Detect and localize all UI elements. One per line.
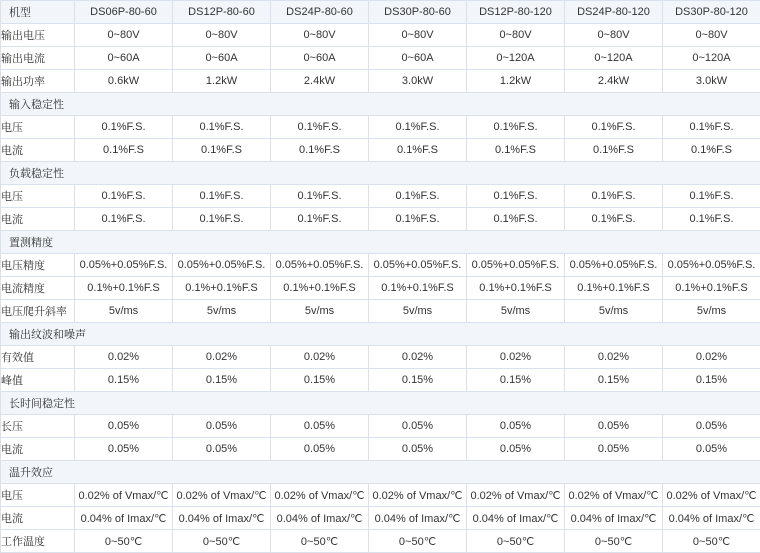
table-cell: 0.15%	[271, 369, 369, 392]
table-cell: 0~120A	[663, 47, 760, 70]
header-cell-model-5: DS12P-80-120	[467, 1, 565, 24]
row-label: 电压爬升斜率	[1, 300, 75, 323]
table-cell: 0.05%+0.05%F.S.	[565, 254, 663, 277]
header-cell-model: 机型	[1, 1, 75, 24]
row-label: 工作温度	[1, 530, 75, 553]
table-cell: 0.15%	[75, 369, 173, 392]
table-cell: 0~80V	[173, 24, 271, 47]
table-row	[1, 47, 760, 70]
table-cell: 0~120A	[565, 47, 663, 70]
table-cell: 0.1%F.S.	[75, 116, 173, 139]
table-row	[1, 254, 760, 277]
table-cell: 0.1%F.S.	[565, 116, 663, 139]
table-cell: 0.1%F.S.	[75, 208, 173, 231]
table-cell: 0.05%+0.05%F.S.	[467, 254, 565, 277]
table-cell: 5v/ms	[173, 300, 271, 323]
row-label: 电压	[1, 116, 75, 139]
table-cell: 0.1%F.S	[369, 139, 467, 162]
table-row	[1, 369, 760, 392]
table-row	[1, 415, 760, 438]
table-row	[1, 300, 760, 323]
table-cell: 0~80V	[75, 24, 173, 47]
table-cell: 0.1%F.S	[663, 139, 760, 162]
table-cell: 0~60A	[75, 47, 173, 70]
table-cell: 0~80V	[565, 24, 663, 47]
section-title: 长时间稳定性	[1, 392, 760, 415]
section-row	[1, 162, 760, 185]
table-header	[1, 1, 760, 24]
table-cell: 0.1%+0.1%F.S	[75, 277, 173, 300]
table-cell: 0.15%	[467, 369, 565, 392]
table-cell: 0.04% of Imax/℃	[173, 507, 271, 530]
table-row	[1, 185, 760, 208]
header-cell-model-1: DS06P-80-60	[75, 1, 173, 24]
table-cell: 0.05%	[369, 415, 467, 438]
table-cell: 0.04% of Imax/℃	[663, 507, 760, 530]
table-cell: 0.15%	[173, 369, 271, 392]
table-row	[1, 346, 760, 369]
table-cell: 3.0kW	[369, 70, 467, 93]
header-cell-model-2: DS12P-80-60	[173, 1, 271, 24]
table-cell: 0.1%F.S.	[271, 116, 369, 139]
table-cell: 3.0kW	[663, 70, 760, 93]
table-cell: 0.1%F.S	[173, 139, 271, 162]
table-cell: 5v/ms	[369, 300, 467, 323]
table-row	[1, 530, 760, 553]
table-cell: 0.02%	[271, 346, 369, 369]
table-cell: 0.04% of Imax/℃	[75, 507, 173, 530]
table-cell: 0.04% of Imax/℃	[565, 507, 663, 530]
table-cell: 0.1%F.S.	[75, 185, 173, 208]
row-label: 电压	[1, 185, 75, 208]
row-label: 长压	[1, 415, 75, 438]
table-cell: 0.05%	[173, 415, 271, 438]
table-cell: 0.1%F.S	[271, 139, 369, 162]
table-cell: 0.1%F.S.	[369, 185, 467, 208]
table-cell: 0.1%F.S	[467, 139, 565, 162]
row-label: 峰值	[1, 369, 75, 392]
table-cell: 0.1%+0.1%F.S	[369, 277, 467, 300]
table-cell: 0.1%F.S.	[173, 208, 271, 231]
table-cell: 0.1%F.S.	[565, 185, 663, 208]
table-cell: 0.02% of Vmax/℃	[369, 484, 467, 507]
table-cell: 0.1%+0.1%F.S	[271, 277, 369, 300]
section-title: 温升效应	[1, 461, 760, 484]
table-cell: 0.1%F.S.	[369, 116, 467, 139]
table-cell: 0.05%	[467, 415, 565, 438]
table-cell: 0.1%F.S.	[663, 185, 760, 208]
table-cell: 0~80V	[663, 24, 760, 47]
row-label: 输出功率	[1, 70, 75, 93]
table-cell: 0.05%+0.05%F.S.	[369, 254, 467, 277]
table-cell: 0.02%	[75, 346, 173, 369]
row-label: 电流	[1, 438, 75, 461]
table-cell: 0.1%F.S.	[271, 208, 369, 231]
section-row	[1, 231, 760, 254]
section-row	[1, 461, 760, 484]
table-cell: 0.05%	[75, 415, 173, 438]
table-cell: 5v/ms	[663, 300, 760, 323]
table-cell: 0.15%	[565, 369, 663, 392]
table-row	[1, 24, 760, 47]
section-row	[1, 93, 760, 116]
table-cell: 0.1%F.S.	[663, 208, 760, 231]
table-cell: 0~80V	[467, 24, 565, 47]
row-label: 电流精度	[1, 277, 75, 300]
table-cell: 0.02% of Vmax/℃	[173, 484, 271, 507]
table-cell: 0.1%+0.1%F.S	[663, 277, 760, 300]
row-label: 输出电流	[1, 47, 75, 70]
table-cell: 0.1%+0.1%F.S	[565, 277, 663, 300]
table-cell: 0.02% of Vmax/℃	[75, 484, 173, 507]
table-cell: 0.1%+0.1%F.S	[173, 277, 271, 300]
table-cell: 0.1%F.S.	[271, 185, 369, 208]
table-cell: 0.02% of Vmax/℃	[663, 484, 760, 507]
table-cell: 0.1%F.S.	[467, 185, 565, 208]
row-label: 电流	[1, 139, 75, 162]
table-row	[1, 507, 760, 530]
table-cell: 0~60A	[271, 47, 369, 70]
table-cell: 5v/ms	[565, 300, 663, 323]
table-cell: 0.05%	[565, 415, 663, 438]
table-cell: 0.1%F.S.	[173, 116, 271, 139]
table-cell: 0~50℃	[663, 530, 760, 553]
table-cell: 0.02%	[173, 346, 271, 369]
section-title: 输入稳定性	[1, 93, 760, 116]
table-cell: 0~80V	[271, 24, 369, 47]
table-cell: 0.05%	[663, 415, 760, 438]
table-cell: 0.05%+0.05%F.S.	[663, 254, 760, 277]
table-cell: 0.1%F.S.	[467, 116, 565, 139]
row-label: 电流	[1, 507, 75, 530]
table-row	[1, 139, 760, 162]
table-cell: 0.1%F.S.	[663, 116, 760, 139]
section-row	[1, 323, 760, 346]
table-cell: 0~80V	[369, 24, 467, 47]
row-label: 电流	[1, 208, 75, 231]
table-cell: 0.05%	[467, 438, 565, 461]
table-cell: 0.05%	[565, 438, 663, 461]
table-cell: 0~50℃	[467, 530, 565, 553]
table-cell: 0.15%	[663, 369, 760, 392]
table-cell: 0.1%F.S.	[565, 208, 663, 231]
table-cell: 0.1%F.S.	[467, 208, 565, 231]
table-cell: 0.04% of Imax/℃	[467, 507, 565, 530]
table-cell: 0.02%	[369, 346, 467, 369]
table-cell: 0.04% of Imax/℃	[369, 507, 467, 530]
table-cell: 0.05%	[271, 438, 369, 461]
table-cell: 0.1%F.S	[565, 139, 663, 162]
table-cell: 0.02%	[663, 346, 760, 369]
table-cell: 0~50℃	[271, 530, 369, 553]
table-cell: 0.6kW	[75, 70, 173, 93]
section-title: 置测精度	[1, 231, 760, 254]
header-cell-model-7: DS30P-80-120	[663, 1, 760, 24]
table-cell: 5v/ms	[271, 300, 369, 323]
table-cell: 1.2kW	[173, 70, 271, 93]
table-cell: 0.02% of Vmax/℃	[271, 484, 369, 507]
table-cell: 0.02%	[565, 346, 663, 369]
table-cell: 0.05%	[173, 438, 271, 461]
row-label: 电压精度	[1, 254, 75, 277]
section-title: 负载稳定性	[1, 162, 760, 185]
table-cell: 0.02%	[467, 346, 565, 369]
table-cell: 2.4kW	[565, 70, 663, 93]
table-cell: 0.02% of Vmax/℃	[467, 484, 565, 507]
row-label: 输出电压	[1, 24, 75, 47]
row-label: 有效值	[1, 346, 75, 369]
row-label: 电压	[1, 484, 75, 507]
table-cell: 5v/ms	[75, 300, 173, 323]
table-cell: 0~50℃	[75, 530, 173, 553]
table-body	[1, 24, 760, 553]
table-cell: 0.1%F.S	[75, 139, 173, 162]
table-cell: 0.15%	[369, 369, 467, 392]
header-cell-model-4: DS30P-80-60	[369, 1, 467, 24]
table-cell: 0.05%+0.05%F.S.	[173, 254, 271, 277]
table-cell: 2.4kW	[271, 70, 369, 93]
header-row	[1, 1, 760, 24]
table-cell: 0~50℃	[565, 530, 663, 553]
table-cell: 0.05%+0.05%F.S.	[271, 254, 369, 277]
table-row	[1, 208, 760, 231]
table-cell: 0.05%	[75, 438, 173, 461]
table-cell: 0~50℃	[173, 530, 271, 553]
header-cell-model-3: DS24P-80-60	[271, 1, 369, 24]
table-cell: 0.05%	[271, 415, 369, 438]
table-row	[1, 438, 760, 461]
table-cell: 0.02% of Vmax/℃	[565, 484, 663, 507]
table-cell: 5v/ms	[467, 300, 565, 323]
table-cell: 0~50℃	[369, 530, 467, 553]
table-row	[1, 277, 760, 300]
table-cell: 1.2kW	[467, 70, 565, 93]
table-row	[1, 116, 760, 139]
table-cell: 0.1%F.S.	[173, 185, 271, 208]
section-title: 输出纹波和噪声	[1, 323, 760, 346]
table-cell: 0.05%+0.05%F.S.	[75, 254, 173, 277]
table-cell: 0~120A	[467, 47, 565, 70]
table-cell: 0.1%F.S.	[369, 208, 467, 231]
table-cell: 0.05%	[369, 438, 467, 461]
header-cell-model-6: DS24P-80-120	[565, 1, 663, 24]
table-cell: 0~60A	[173, 47, 271, 70]
table-cell: 0.05%	[663, 438, 760, 461]
table-row	[1, 484, 760, 507]
table-cell: 0.04% of Imax/℃	[271, 507, 369, 530]
table-cell: 0~60A	[369, 47, 467, 70]
table-row	[1, 70, 760, 93]
section-row	[1, 392, 760, 415]
table-cell: 0.1%+0.1%F.S	[467, 277, 565, 300]
